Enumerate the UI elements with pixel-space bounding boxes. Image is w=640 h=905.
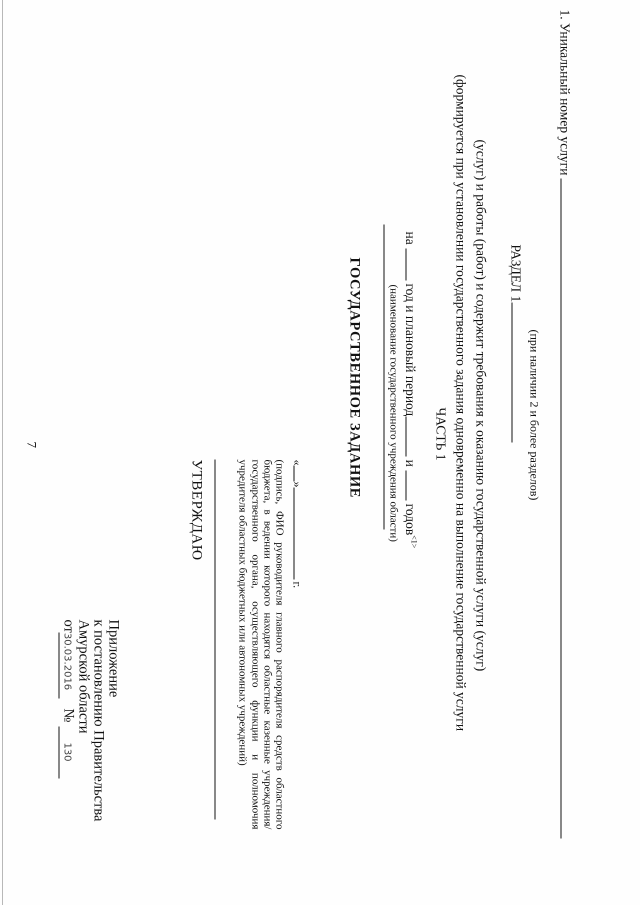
plan-year1-blank (406, 416, 407, 456)
approval-heading: УТВЕРЖДАЮ (188, 459, 205, 561)
year-blank (406, 248, 407, 280)
footnote-ref: <1> (409, 535, 419, 549)
period-on: на (403, 231, 418, 245)
plan-year2-blank (406, 470, 407, 500)
appendix-line1: Приложение (105, 619, 122, 698)
quote-open: « (290, 459, 305, 466)
section-caption: (при наличии 2 и более разделов) (527, 329, 542, 501)
part-heading: ЧАСТЬ 1 (433, 407, 449, 461)
period-text: год и плановый период (403, 283, 418, 417)
approval-note: (подпись, ФИО руководителя главного распорядителя средств областного бюджета, в ведении которого находятся областные казенные учреждения/государственного органа, осуществляющего функции и полномочия учредителя областных бюджетных или автономных учреждений) (236, 459, 286, 830)
period-and: и (403, 459, 418, 467)
number-value: 130 (59, 726, 75, 778)
appendix-date-line (59, 620, 76, 822)
quote-close: » (290, 481, 305, 488)
part-description-1: (формируется при установлении государственного задания одновременно на выполнение государственной услуги (453, 74, 469, 732)
item1-blank (561, 179, 562, 839)
year-suffix: г. (290, 581, 305, 589)
period-line (402, 232, 419, 549)
item1 (557, 10, 573, 839)
page-number: 7 (24, 441, 40, 448)
day-blank (294, 466, 295, 482)
signature-line (215, 460, 216, 820)
month-blank (294, 488, 295, 580)
rotated-document (1, 0, 640, 905)
institution-caption: (наименование государственного учреждения области) (387, 284, 400, 542)
institution-line (384, 225, 385, 530)
date-value: 30.03.2016 (59, 633, 75, 699)
date-prefix: от (60, 619, 77, 633)
section-label-text: РАЗДЕЛ 1 (508, 244, 524, 303)
appendix-block (59, 620, 121, 822)
part-description-2: (услуг) и работы (работ) и содержит требования к оказанию государственной услуги (услуг) (473, 139, 489, 672)
appendix-line3: Амурской области (75, 619, 92, 734)
item1-label: 1. Уникальный номер услуги (557, 9, 573, 176)
approval-date-line (290, 460, 305, 589)
appendix-line2: к постановлению Правительства (90, 619, 107, 822)
section-blank (512, 302, 513, 442)
section-label (508, 245, 524, 443)
period-years: годов (403, 503, 418, 536)
number-prefix: № (60, 708, 77, 723)
document-title: ГОСУДАРСТВЕННОЕ ЗАДАНИЕ (346, 257, 363, 498)
